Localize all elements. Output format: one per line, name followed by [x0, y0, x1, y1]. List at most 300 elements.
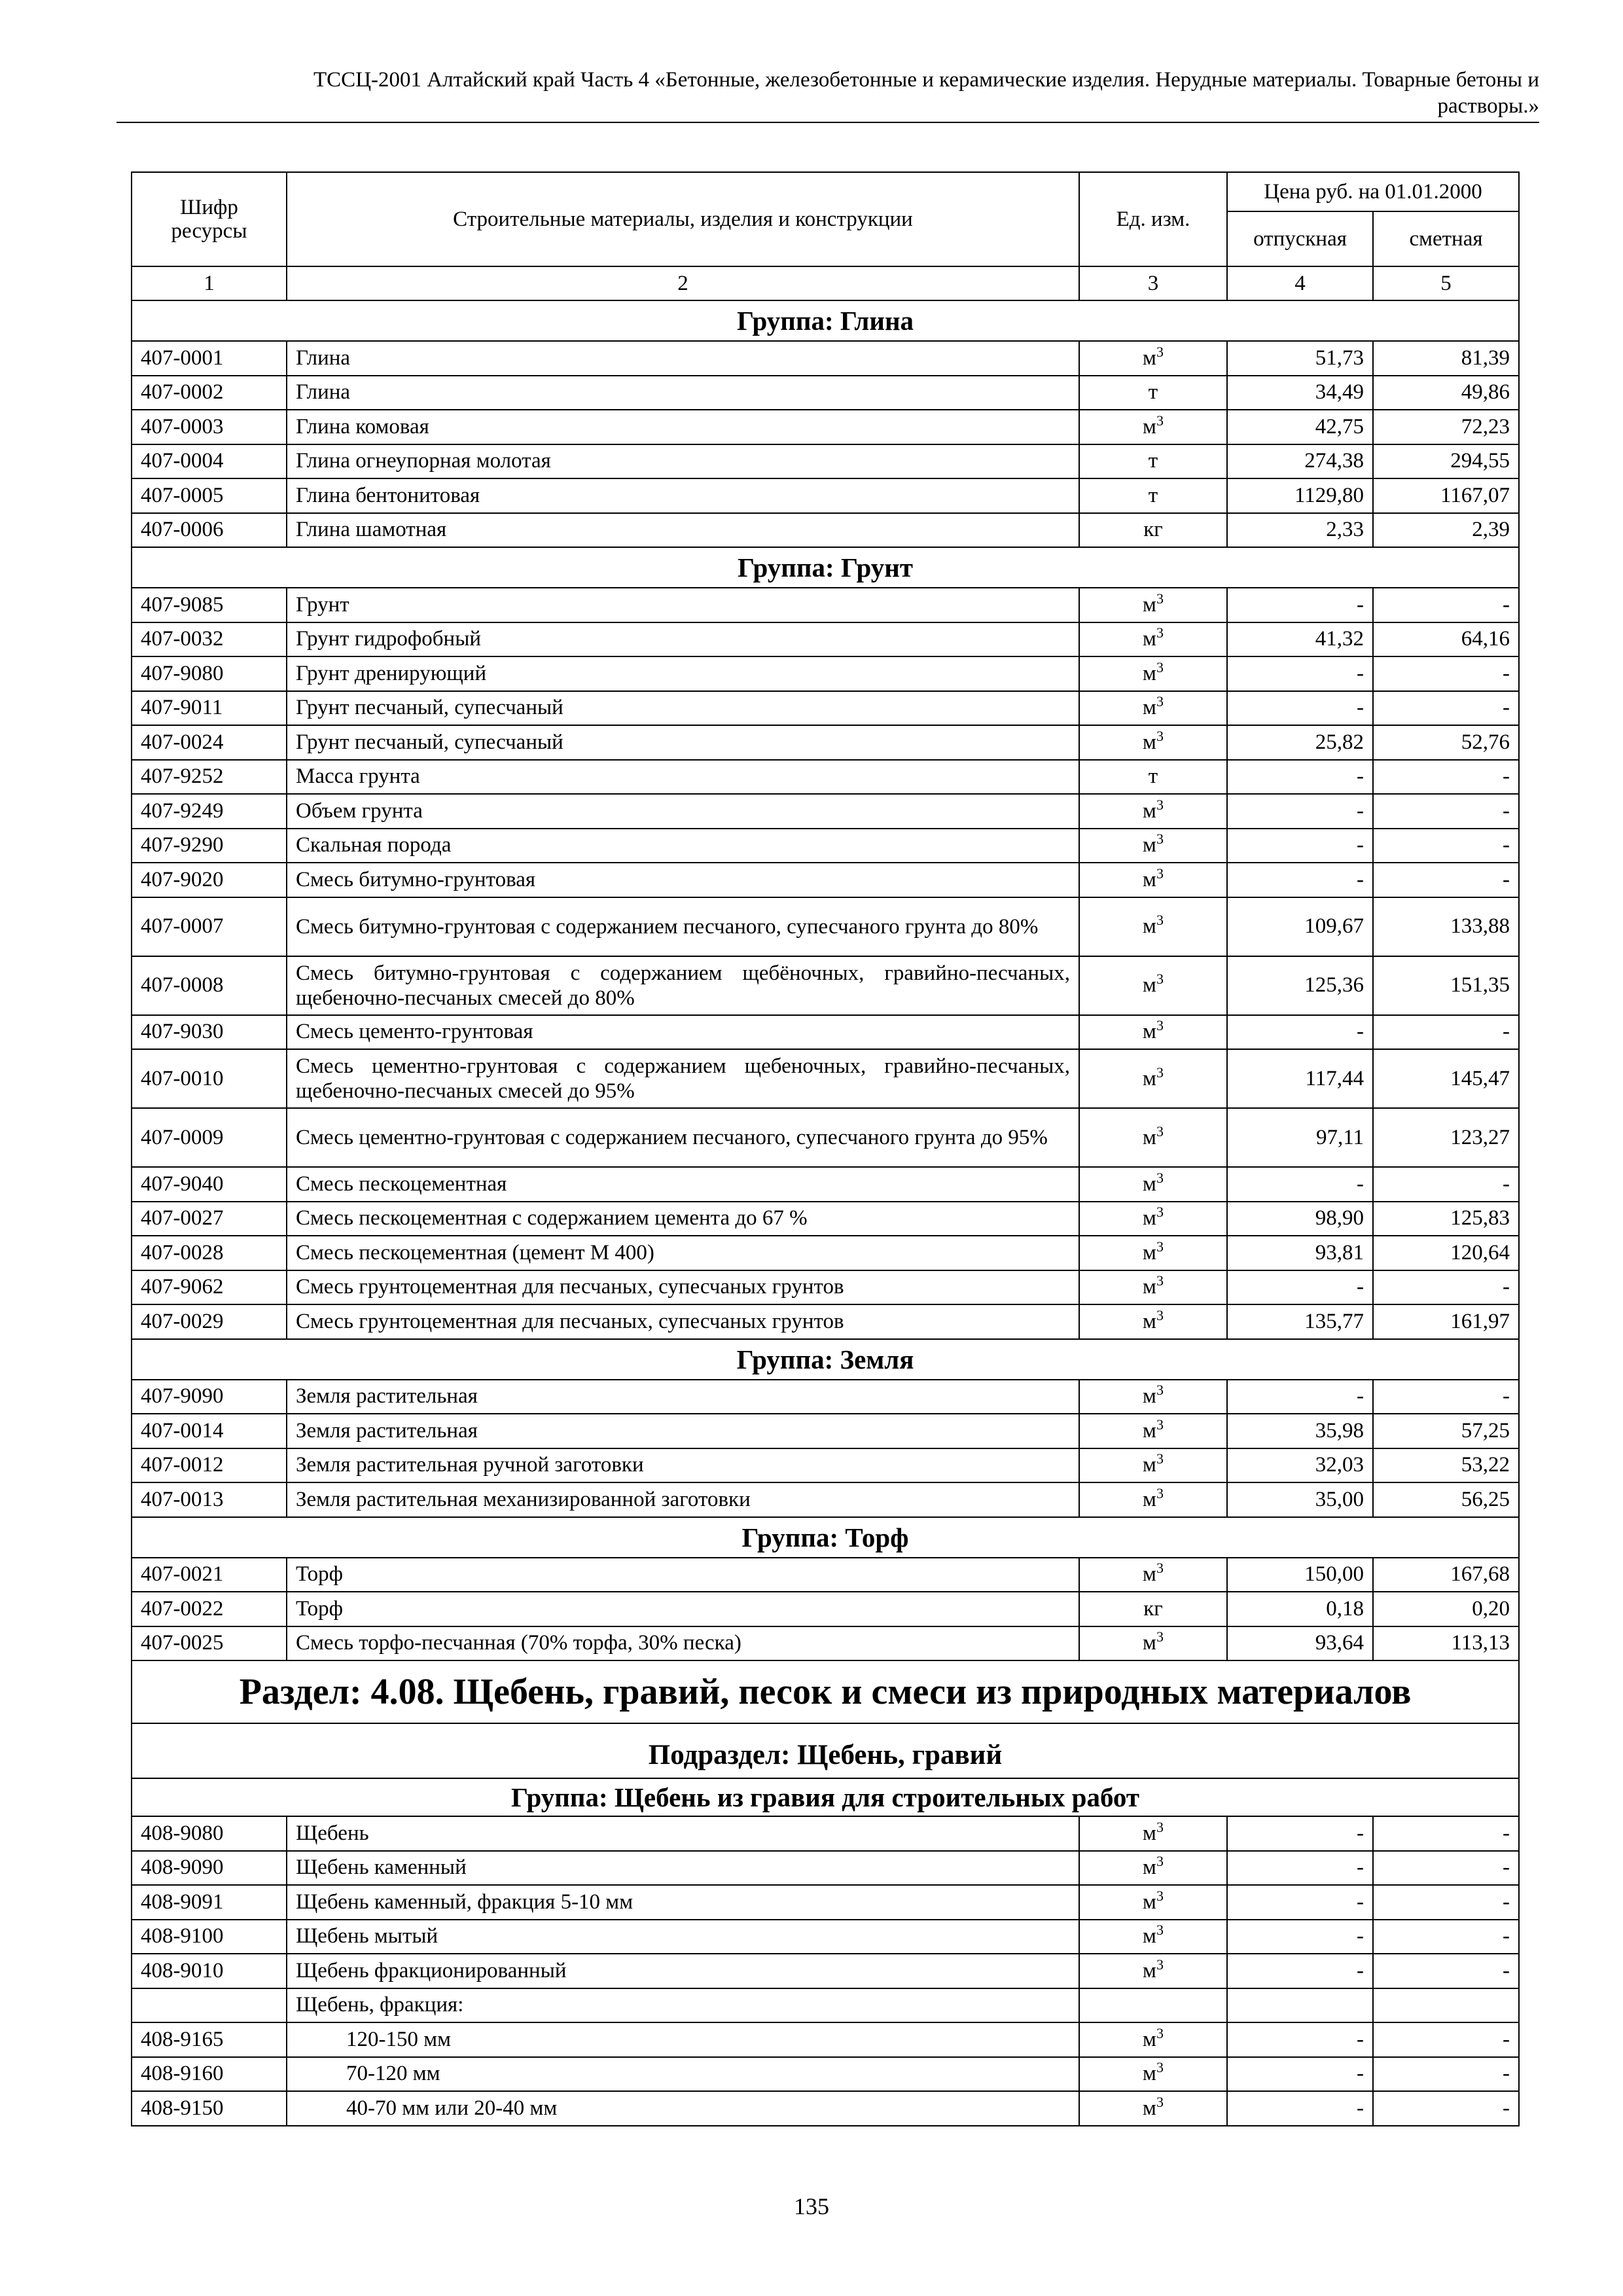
unit-base: м: [1143, 730, 1156, 754]
cell-price-estimate: 161,97: [1373, 1304, 1519, 1339]
table-row: [132, 341, 1519, 376]
table-row: [132, 588, 1519, 622]
unit-base: м: [1143, 1453, 1156, 1477]
cell-name: Щебень, фракция:: [287, 1988, 1079, 2023]
cell-unit-m3: [1079, 1304, 1227, 1339]
cell-price-release: 98,90: [1227, 1202, 1373, 1236]
cell-price-estimate: -: [1373, 2091, 1519, 2126]
cell-price-release: -: [1227, 588, 1373, 622]
cell-name: Грунт гидрофобный: [287, 622, 1079, 657]
cell-unit: [1079, 1988, 1227, 2023]
cell-unit-m3: [1079, 1202, 1227, 1236]
cell-price-estimate: -: [1373, 1816, 1519, 1851]
cell-unit-m3: [1079, 341, 1227, 376]
group-heading-torf-text: Группа: Торф: [132, 1517, 1519, 1558]
unit-base: м: [1143, 592, 1156, 617]
unit-base: м: [1143, 1890, 1156, 1914]
cell-code: 408-9090: [132, 1851, 287, 1886]
table-row: [132, 691, 1519, 726]
cell-code: 407-0029: [132, 1304, 287, 1339]
cell-price-estimate: -: [1373, 1015, 1519, 1050]
group-heading-zemlya: [132, 1339, 1519, 1380]
group-heading-grunt: [132, 547, 1519, 588]
table-row: [132, 1448, 1519, 1483]
table-row-fraction-label: [132, 1988, 1519, 2023]
cell-code: 407-9080: [132, 656, 287, 691]
cell-unit-m3: [1079, 1015, 1227, 1050]
table-row: [132, 1167, 1519, 1202]
cell-name: Смесь грунтоцементная для песчаных, супесчаных грунтов: [287, 1270, 1079, 1305]
table-row: [132, 1626, 1519, 1661]
cell-unit: т: [1079, 478, 1227, 513]
cell-unit-m3: [1079, 1816, 1227, 1851]
cell-price-release: -: [1227, 829, 1373, 863]
unit-base: м: [1143, 1309, 1156, 1333]
unit-exponent: 3: [1156, 624, 1164, 641]
cell-unit: кг: [1079, 1592, 1227, 1626]
unit-exponent: 3: [1156, 831, 1164, 848]
group-heading-glina-text: Группа: Глина: [132, 300, 1519, 341]
cell-price-release: -: [1227, 2091, 1373, 2126]
cell-code: 407-0006: [132, 513, 287, 548]
cell-code: 407-0013: [132, 1482, 287, 1517]
cell-unit-m3: [1079, 1236, 1227, 1270]
cell-name: Смесь пескоцементная с содержанием цемента до 67 %: [287, 1202, 1079, 1236]
cell-price-estimate: 294,55: [1373, 444, 1519, 479]
group-heading-scheben-text: Группа: Щебень из гравия для строительных работ: [132, 1778, 1519, 1816]
table-row: [132, 1816, 1519, 1851]
group-heading-grunt-text: Группа: Грунт: [132, 547, 1519, 588]
table-row: [132, 1414, 1519, 1448]
cell-unit-m3: [1079, 588, 1227, 622]
cell-price-estimate: 2,39: [1373, 513, 1519, 548]
table-row: [132, 1920, 1519, 1954]
table-row: [132, 897, 1519, 956]
cell-price-release: 51,73: [1227, 341, 1373, 376]
unit-exponent: 3: [1156, 1818, 1164, 1835]
cell-code: 407-0005: [132, 478, 287, 513]
cell-price-estimate: -: [1373, 1885, 1519, 1920]
cell-code: 407-0021: [132, 1558, 287, 1592]
unit-base: м: [1143, 661, 1156, 685]
cell-name: Грунт песчаный, супесчаный: [287, 691, 1079, 726]
cell-unit-m3: [1079, 2057, 1227, 2092]
cell-price-estimate: 56,25: [1373, 1482, 1519, 1517]
unit-exponent: 3: [1156, 1887, 1164, 1904]
cell-price-estimate: -: [1373, 1851, 1519, 1886]
cell-code: 407-0009: [132, 1108, 287, 1167]
cell-unit: т: [1079, 376, 1227, 410]
cell-name: Масса грунта: [287, 760, 1079, 795]
cell-name: Глина бентонитовая: [287, 478, 1079, 513]
unit-exponent: 3: [1156, 693, 1164, 710]
unit-base: м: [1143, 1631, 1156, 1655]
cell-unit-m3: [1079, 956, 1227, 1015]
table-row: [132, 863, 1519, 897]
unit-exponent: 3: [1156, 2093, 1164, 2110]
cell-name: Смесь пескоцементная: [287, 1167, 1079, 1202]
group-heading-zemlya-text: Группа: Земля: [132, 1339, 1519, 1380]
unit-exponent: 3: [1156, 1853, 1164, 1870]
cell-price-release: -: [1227, 1380, 1373, 1414]
cell-unit-m3: [1079, 863, 1227, 897]
cell-name: Смесь цементно-грунтовая с содержанием песчаного, супесчаного грунта до 95%: [287, 1108, 1079, 1167]
unit-base: м: [1143, 1418, 1156, 1443]
cell-price-release: 25,82: [1227, 725, 1373, 760]
unit-base: м: [1143, 1125, 1156, 1149]
cell-price-release: 1129,80: [1227, 478, 1373, 513]
table-row: [132, 1558, 1519, 1592]
cell-price-release: 41,32: [1227, 622, 1373, 657]
unit-exponent: 3: [1156, 1204, 1164, 1221]
cell-price-release: 97,11: [1227, 1108, 1373, 1167]
cell-price-release: 35,98: [1227, 1414, 1373, 1448]
table-row: [132, 410, 1519, 444]
cell-name: 120-150 мм: [287, 2022, 1079, 2057]
cell-price-estimate: 125,83: [1373, 1202, 1519, 1236]
cell-name: Глина: [287, 376, 1079, 410]
cell-code: 407-9085: [132, 588, 287, 622]
cell-unit-m3: [1079, 1558, 1227, 1592]
cell-code: 407-0008: [132, 956, 287, 1015]
unit-exponent: 3: [1156, 2059, 1164, 2076]
cell-price-estimate: 145,47: [1373, 1049, 1519, 1108]
cell-price-estimate: -: [1373, 2022, 1519, 2057]
cell-unit-m3: [1079, 691, 1227, 726]
table-row: [132, 1015, 1519, 1050]
cell-unit-m3: [1079, 1851, 1227, 1886]
section-heading-text: Раздел: 4.08. Щебень, гравий, песок и смеси из природных материалов: [132, 1660, 1519, 1723]
unit-base: м: [1143, 2062, 1156, 2086]
unit-exponent: 3: [1156, 1484, 1164, 1501]
cell-unit-m3: [1079, 1380, 1227, 1414]
unit-exponent: 3: [1156, 1017, 1164, 1034]
cell-name: Земля растительная: [287, 1414, 1079, 1448]
table-row: [132, 794, 1519, 829]
cell-name: Торф: [287, 1592, 1079, 1626]
cell-price-release: -: [1227, 794, 1373, 829]
cell-price-estimate: -: [1373, 863, 1519, 897]
unit-base: м: [1143, 1206, 1156, 1230]
unit-exponent: 3: [1156, 865, 1164, 882]
unit-exponent: 3: [1156, 2024, 1164, 2041]
cell-price-estimate: -: [1373, 1954, 1519, 1988]
col-number-3: 3: [1079, 266, 1227, 300]
section-heading: [132, 1660, 1519, 1723]
table-row: [132, 2057, 1519, 2092]
table-row: [132, 1270, 1519, 1305]
cell-unit-m3: [1079, 1885, 1227, 1920]
unit-base: м: [1143, 1066, 1156, 1090]
col-header-release: отпускная: [1227, 211, 1373, 266]
cell-name: Смесь грунтоцементная для песчаных, супесчаных грунтов: [287, 1304, 1079, 1339]
cell-price-release: 117,44: [1227, 1049, 1373, 1108]
group-heading-glina: [132, 300, 1519, 341]
cell-code: 408-9150: [132, 2091, 287, 2126]
table-row: [132, 478, 1519, 513]
unit-exponent: 3: [1156, 343, 1164, 360]
unit-exponent: 3: [1156, 1238, 1164, 1255]
table-row: [132, 2091, 1519, 2126]
cell-price-release: -: [1227, 2022, 1373, 2057]
cell-code: 407-0028: [132, 1236, 287, 1270]
col-header-unit: Ед. изм.: [1079, 172, 1227, 266]
col-header-name: Строительные материалы, изделия и конструкции: [287, 172, 1079, 266]
cell-price-estimate: 49,86: [1373, 376, 1519, 410]
cell-price-release: [1227, 1988, 1373, 2023]
unit-exponent: 3: [1156, 971, 1164, 987]
unit-exponent: 3: [1156, 658, 1164, 675]
cell-name: Щебень каменный: [287, 1851, 1079, 1886]
cell-price-estimate: [1373, 1988, 1519, 2023]
cell-code: 408-9080: [132, 1816, 287, 1851]
cell-price-estimate: 113,13: [1373, 1626, 1519, 1661]
cell-name: 70-120 мм: [287, 2057, 1079, 2092]
cell-price-release: -: [1227, 1816, 1373, 1851]
table-row: [132, 656, 1519, 691]
cell-code: 408-9091: [132, 1885, 287, 1920]
cell-price-estimate: 64,16: [1373, 622, 1519, 657]
subsection-heading-text: Подраздел: Щебень, гравий: [132, 1723, 1519, 1778]
cell-price-release: -: [1227, 1885, 1373, 1920]
cell-price-estimate: -: [1373, 760, 1519, 795]
unit-exponent: 3: [1156, 912, 1164, 928]
table-row: [132, 829, 1519, 863]
cell-unit-m3: [1079, 1108, 1227, 1167]
table-row: [132, 1482, 1519, 1517]
cell-code: 407-9252: [132, 760, 287, 795]
cell-name: Грунт песчаный, супесчаный: [287, 725, 1079, 760]
cell-code: 407-9062: [132, 1270, 287, 1305]
unit-base: м: [1143, 414, 1156, 439]
cell-code: 407-0025: [132, 1626, 287, 1661]
table-row: [132, 444, 1519, 479]
table-row: [132, 1304, 1519, 1339]
cell-unit-m3: [1079, 656, 1227, 691]
cell-price-estimate: 57,25: [1373, 1414, 1519, 1448]
cell-price-release: 0,18: [1227, 1592, 1373, 1626]
cell-code: 407-9249: [132, 794, 287, 829]
cell-unit-m3: [1079, 1954, 1227, 1988]
cell-unit-m3: [1079, 1920, 1227, 1954]
cell-price-release: -: [1227, 1015, 1373, 1050]
cell-unit-m3: [1079, 2091, 1227, 2126]
cell-code: [132, 1988, 287, 2023]
cell-price-release: -: [1227, 1954, 1373, 1988]
col-number-2: 2: [287, 266, 1079, 300]
cell-code: 407-0032: [132, 622, 287, 657]
cell-code: 407-0012: [132, 1448, 287, 1483]
running-header-line1: ТССЦ-2001 Алтайский край Часть 4 «Бетонные, железобетонные и керамические изделия. Нерудные материалы. Товарные бетоны и: [313, 68, 1539, 92]
unit-base: м: [1143, 1020, 1156, 1044]
cell-price-estimate: -: [1373, 1920, 1519, 1954]
cell-price-estimate: -: [1373, 588, 1519, 622]
cell-price-release: -: [1227, 656, 1373, 691]
table-row: [132, 1049, 1519, 1108]
unit-exponent: 3: [1156, 1122, 1164, 1139]
table-row: [132, 956, 1519, 1015]
cell-price-release: -: [1227, 760, 1373, 795]
subsection-heading: [132, 1723, 1519, 1778]
unit-exponent: 3: [1156, 1956, 1164, 1973]
cell-code: 407-9090: [132, 1380, 287, 1414]
cell-unit-m3: [1079, 1626, 1227, 1661]
cell-unit-m3: [1079, 829, 1227, 863]
cell-name: Смесь торфо-песчанная (70% торфа, 30% песка): [287, 1626, 1079, 1661]
cell-name: Смесь цементо-грунтовая: [287, 1015, 1079, 1050]
cell-price-estimate: 0,20: [1373, 1592, 1519, 1626]
unit-base: м: [1143, 798, 1156, 823]
table-row: [132, 1236, 1519, 1270]
unit-base: м: [1143, 1275, 1156, 1299]
cell-price-release: -: [1227, 1167, 1373, 1202]
cell-name: Смесь цементно-грунтовая с содержанием щебеночных, гравийно-песчаных, щебеночно-песчаных смесей до 95%: [287, 1049, 1079, 1108]
running-header: [116, 67, 1539, 119]
col-number-4: 4: [1227, 266, 1373, 300]
cell-price-estimate: 133,88: [1373, 897, 1519, 956]
unit-base: м: [1143, 867, 1156, 891]
cell-price-estimate: 52,76: [1373, 725, 1519, 760]
col-header-estimate: сметная: [1373, 211, 1519, 266]
group-heading-scheben: [132, 1778, 1519, 1816]
cell-name: Скальная порода: [287, 829, 1079, 863]
cell-code: 407-9011: [132, 691, 287, 726]
cell-name: Торф: [287, 1558, 1079, 1592]
unit-exponent: 3: [1156, 590, 1164, 607]
cell-unit-m3: [1079, 1049, 1227, 1108]
unit-exponent: 3: [1156, 727, 1164, 744]
unit-exponent: 3: [1156, 1450, 1164, 1467]
cell-code: 407-9030: [132, 1015, 287, 1050]
cell-unit-m3: [1079, 1167, 1227, 1202]
table-row: [132, 622, 1519, 657]
cell-name: Земля растительная ручной заготовки: [287, 1448, 1079, 1483]
cell-price-estimate: 1167,07: [1373, 478, 1519, 513]
unit-exponent: 3: [1156, 412, 1164, 429]
table-body: [132, 300, 1519, 2126]
cell-unit-m3: [1079, 622, 1227, 657]
unit-base: м: [1143, 2096, 1156, 2120]
cell-price-release: -: [1227, 863, 1373, 897]
table-row: [132, 1108, 1519, 1167]
cell-price-estimate: -: [1373, 1270, 1519, 1305]
col-number-1: 1: [132, 266, 287, 300]
table-row: [132, 1954, 1519, 1988]
cell-price-release: 93,81: [1227, 1236, 1373, 1270]
cell-unit: т: [1079, 444, 1227, 479]
unit-base: м: [1143, 1240, 1156, 1265]
unit-base: м: [1143, 346, 1156, 370]
cell-name: Щебень фракционированный: [287, 1954, 1079, 1988]
cell-price-release: 34,49: [1227, 376, 1373, 410]
cell-unit-m3: [1079, 1448, 1227, 1483]
cell-price-release: -: [1227, 1851, 1373, 1886]
cell-unit: кг: [1079, 513, 1227, 548]
col-header-price: Цена руб. на 01.01.2000: [1227, 172, 1519, 211]
cell-unit-m3: [1079, 897, 1227, 956]
cell-code: 407-0027: [132, 1202, 287, 1236]
unit-exponent: 3: [1156, 1628, 1164, 1645]
cell-code: 407-0003: [132, 410, 287, 444]
cell-code: 407-0010: [132, 1049, 287, 1108]
cell-name: Щебень: [287, 1816, 1079, 1851]
unit-exponent: 3: [1156, 1922, 1164, 1939]
cell-code: 408-9100: [132, 1920, 287, 1954]
cell-name: Смесь пескоцементная (цемент М 400): [287, 1236, 1079, 1270]
cell-price-estimate: -: [1373, 829, 1519, 863]
cell-price-estimate: 151,35: [1373, 956, 1519, 1015]
cell-name: Глина огнеупорная молотая: [287, 444, 1079, 479]
table-row: [132, 725, 1519, 760]
table-row: [132, 1380, 1519, 1414]
cell-name: Грунт: [287, 588, 1079, 622]
cell-code: 408-9010: [132, 1954, 287, 1988]
cell-unit-m3: [1079, 794, 1227, 829]
cell-code: 407-0024: [132, 725, 287, 760]
table-row: [132, 2022, 1519, 2057]
running-header-line2: растворы.»: [1437, 94, 1539, 118]
price-table: [131, 171, 1520, 2126]
table-row: [132, 1592, 1519, 1626]
table-row: [132, 376, 1519, 410]
unit-exponent: 3: [1156, 1064, 1164, 1081]
cell-name: Смесь битумно-грунтовая: [287, 863, 1079, 897]
cell-price-release: 93,64: [1227, 1626, 1373, 1661]
cell-price-estimate: -: [1373, 2057, 1519, 2092]
cell-price-estimate: 123,27: [1373, 1108, 1519, 1167]
cell-code: 407-0004: [132, 444, 287, 479]
table-row: [132, 760, 1519, 795]
unit-base: м: [1143, 914, 1156, 938]
cell-code: 407-0002: [132, 376, 287, 410]
cell-price-release: 2,33: [1227, 513, 1373, 548]
cell-code: 407-0007: [132, 897, 287, 956]
unit-base: м: [1143, 1487, 1156, 1511]
unit-base: м: [1143, 973, 1156, 997]
unit-base: м: [1143, 1856, 1156, 1880]
unit-base: м: [1143, 696, 1156, 720]
unit-base: м: [1143, 1562, 1156, 1587]
col-header-code: Шифр ресурсы: [132, 172, 287, 266]
unit-exponent: 3: [1156, 1169, 1164, 1186]
cell-price-estimate: 167,68: [1373, 1558, 1519, 1592]
cell-unit-m3: [1079, 1482, 1227, 1517]
cell-unit-m3: [1079, 1414, 1227, 1448]
cell-price-release: 125,36: [1227, 956, 1373, 1015]
cell-name: Глина шамотная: [287, 513, 1079, 548]
cell-price-estimate: 120,64: [1373, 1236, 1519, 1270]
cell-code: 407-0022: [132, 1592, 287, 1626]
cell-code: 408-9165: [132, 2022, 287, 2057]
cell-price-release: -: [1227, 2057, 1373, 2092]
table-row: [132, 1851, 1519, 1886]
table-row: [132, 513, 1519, 548]
cell-unit-m3: [1079, 725, 1227, 760]
cell-name: Щебень каменный, фракция 5-10 мм: [287, 1885, 1079, 1920]
header-rule: [116, 122, 1539, 123]
cell-name: Щебень мытый: [287, 1920, 1079, 1954]
unit-base: м: [1143, 2027, 1156, 2051]
cell-unit-m3: [1079, 2022, 1227, 2057]
cell-name: Земля растительная: [287, 1380, 1079, 1414]
unit-exponent: 3: [1156, 1382, 1164, 1399]
cell-price-estimate: -: [1373, 656, 1519, 691]
cell-code: 407-9020: [132, 863, 287, 897]
unit-exponent: 3: [1156, 1272, 1164, 1289]
cell-price-release: 42,75: [1227, 410, 1373, 444]
unit-base: м: [1143, 1384, 1156, 1408]
cell-code: 408-9160: [132, 2057, 287, 2092]
